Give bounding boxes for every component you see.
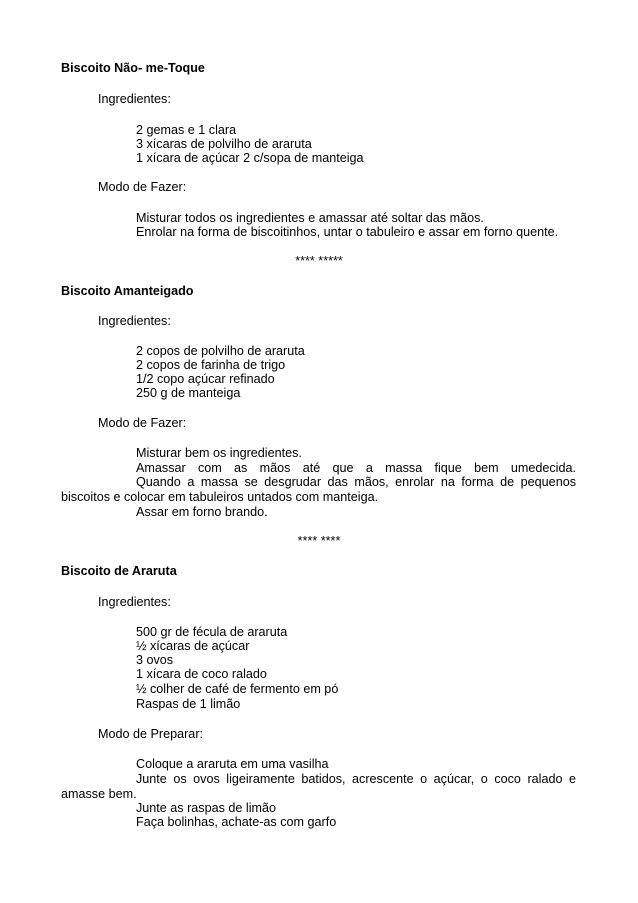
ingredient-line: 250 g de manteiga — [136, 386, 241, 400]
method-line: Assar em forno brando. — [136, 505, 268, 519]
recipe-title: Biscoito Amanteigado — [61, 284, 194, 298]
ingredient-line: Raspas de 1 limão — [136, 697, 241, 711]
method-line: Junte os ovos ligeiramente batidos, acrescente o açúcar, o coco ralado e — [136, 772, 576, 786]
ingredient-line: 500 gr de fécula de araruta — [136, 625, 288, 639]
recipe-title: Biscoito Não- me-Toque — [61, 61, 205, 75]
recipe-title: Biscoito de Araruta — [61, 564, 177, 578]
method-line: Coloque a araruta em uma vasilha — [136, 757, 329, 771]
ingredient-line: 2 copos de polvilho de araruta — [136, 344, 305, 358]
ingredients-label: Ingredientes: — [98, 595, 171, 609]
ingredient-line: 3 ovos — [136, 653, 174, 667]
ingredient-line: 2 gemas e 1 clara — [136, 123, 237, 137]
ingredient-line: ½ colher de café de fermento em pó — [136, 682, 339, 696]
method-label: Modo de Fazer: — [98, 416, 187, 430]
method-line: amasse bem. — [61, 787, 137, 801]
method-line: Misturar todos os ingredientes e amassar até soltar das mãos. — [136, 211, 484, 225]
method-line: Misturar bem os ingredientes. — [136, 446, 302, 460]
method-label: Modo de Preparar: — [98, 727, 204, 741]
separator: **** ***** — [295, 254, 343, 268]
method-label: Modo de Fazer: — [98, 180, 187, 194]
ingredients-label: Ingredientes: — [98, 92, 171, 106]
ingredient-line: 1/2 copo açúcar refinado — [136, 372, 275, 386]
method-line: Amassar com as mãos até que a massa fique bem umedecida. — [136, 461, 576, 475]
separator: **** **** — [297, 534, 341, 548]
ingredient-line: 1 xícara de açúcar 2 c/sopa de manteiga — [136, 151, 364, 165]
method-line: Enrolar na forma de biscoitinhos, untar o tabuleiro e assar em forno quente. — [136, 225, 559, 239]
ingredient-line: ½ xícaras de açúcar — [136, 639, 250, 653]
method-line: Quando a massa se desgrudar das mãos, enrolar na forma de pequenos — [136, 475, 576, 489]
method-line: biscoitos e colocar em tabuleiros untados com manteiga. — [61, 490, 379, 504]
ingredient-line: 2 copos de farinha de trigo — [136, 358, 286, 372]
method-line: Junte as raspas de limão — [136, 801, 277, 815]
method-line: Faça bolinhas, achate-as com garfo — [136, 815, 337, 829]
ingredient-line: 1 xícara de coco ralado — [136, 667, 267, 681]
ingredients-label: Ingredientes: — [98, 314, 171, 328]
ingredient-line: 3 xícaras de polvilho de araruta — [136, 137, 312, 151]
